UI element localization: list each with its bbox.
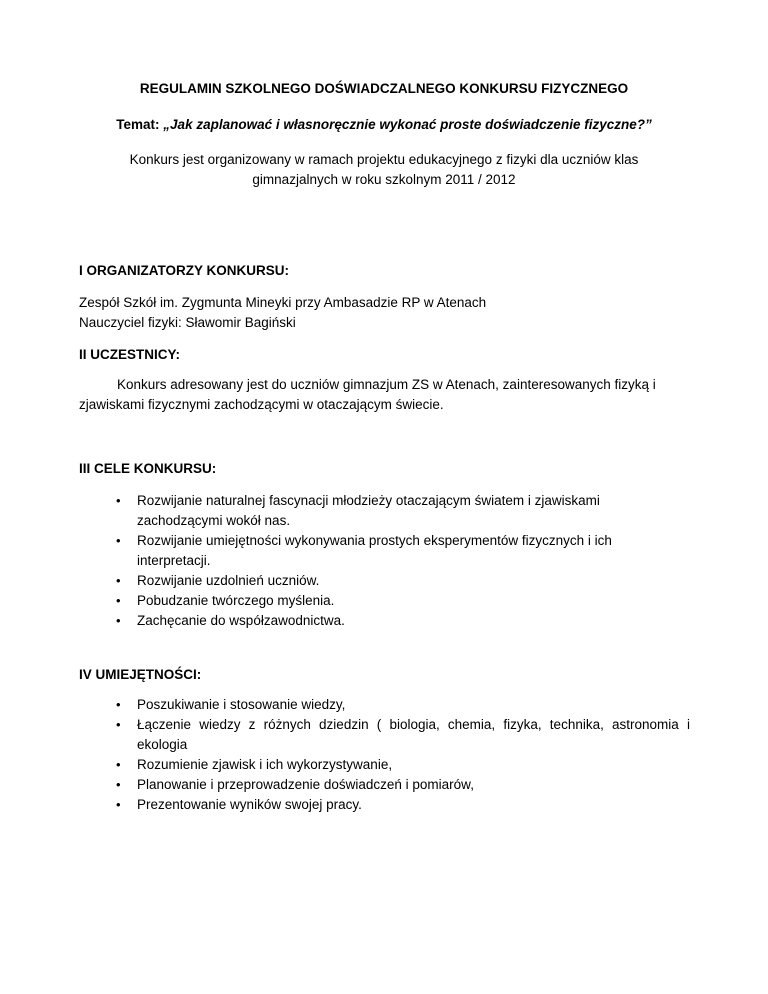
intro-paragraph: Konkurs jest organizowany w ramach projektu edukacyjnego z fizyki dla uczniów klas gimnazjalnych w roku szkolnym 2011 / 2012 [129,152,639,187]
document-title: REGULAMIN SZKOLNEGO DOŚWIADCZALNEGO KONKURSU FIZYCZNEGO [139,81,629,96]
bullet-icon: • [116,697,121,712]
topic-label: Temat: [116,117,160,132]
list-item: • Prezentowanie wyników swojej pracy. [0,795,690,815]
document-topic [0,116,768,134]
participants-heading: II UCZESTNICY: [79,347,180,362]
bullet-icon: • [116,717,121,732]
bullet-icon: • [116,757,121,772]
topic-value: „Jak zaplanować i własnoręcznie wykonać proste doświadczenie fizyczne?” [159,117,652,132]
goals-heading: III CELE KONKURSU: [79,461,217,476]
organizers-teacher: Nauczyciel fizyki: Sławomir Bagiński [79,315,296,330]
list-item: • Rozwijanie uzdolnień uczniów. [0,571,637,591]
list-item: • Pobudzanie twórczego myślenia. [0,591,637,611]
skills-heading: IV UMIEJĘTNOŚCI: [79,667,202,682]
goals-list [0,491,637,631]
list-item: • Poszukiwanie i stosowanie wiedzy, [0,695,690,715]
bullet-icon: • [116,797,121,812]
organizers-school: Zespół Szkół im. Zygmunta Mineyki przy Ambasadzie RP w Atenach [79,295,487,310]
bullet-icon: • [116,533,121,548]
bullet-icon: • [116,613,121,628]
list-item: • Planowanie i przeprowadzenie doświadczeń i pomiarów, [0,775,690,795]
bullet-icon: • [116,593,121,608]
organizers-heading: I ORGANIZATORZY KONKURSU: [79,263,290,278]
skills-list [0,695,690,815]
list-item: • Zachęcanie do współzawodnictwa. [0,611,637,631]
list-item: • Łączenie wiedzy z różnych dziedzin ( biologia, chemia, fizyka, technika, astronomia i ekologia [116,717,690,752]
bullet-icon: • [116,493,121,508]
bullet-icon: • [116,777,121,792]
list-item: • Rozwijanie umiejętności wykonywania prostych eksperymentów fizycznych i ich interpretacji. [116,533,612,568]
list-item: • Rozumienie zjawisk i ich wykorzystywanie, [0,755,690,775]
participants-paragraph: Konkurs adresowany jest do uczniów gimnazjum ZS w Atenach, zainteresowanych fizyką i zjawiskami fizycznymi zachodzącymi w otaczającym świecie. [79,377,656,412]
list-item: • Rozwijanie naturalnej fascynacji młodzieży otaczającym światem i zjawiskami zachodzącymi wokół nas. [116,493,600,528]
bullet-icon: • [116,573,121,588]
